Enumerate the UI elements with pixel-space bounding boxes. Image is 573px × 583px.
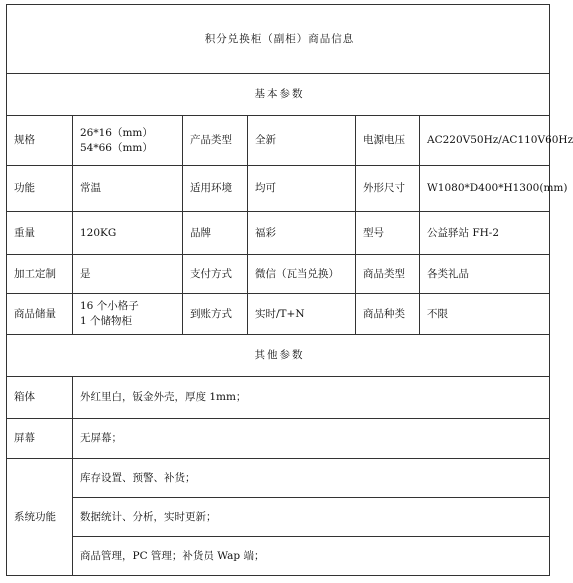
screen-value: 无屏幕； <box>73 419 550 459</box>
settlement-value: 实时/T+N <box>248 294 356 335</box>
settlement-label: 到账方式 <box>183 294 248 335</box>
payment-method-label: 支付方式 <box>183 255 248 294</box>
product-type-value: 全新 <box>248 116 356 166</box>
box-value: 外红里白，钣金外壳，厚度 1mm； <box>73 377 550 419</box>
spec-value-line: 26*16（mm） <box>80 126 153 139</box>
box-label: 箱体 <box>7 377 73 419</box>
table-row <box>7 294 550 335</box>
goods-type-label: 商品类型 <box>356 255 420 294</box>
storage-value-line: 16 个小格子 <box>80 300 139 312</box>
table-row <box>7 537 550 576</box>
storage-label: 商品储量 <box>7 294 73 335</box>
section-header-basic: 基本参数 <box>7 74 550 116</box>
function-value: 常温 <box>73 166 183 212</box>
payment-method-value: 微信（瓦当兑换） <box>248 255 356 294</box>
table-row <box>7 166 550 212</box>
product-info-table <box>6 4 573 576</box>
model-value: 公益驿站 FH-2 <box>420 212 550 255</box>
spec-value <box>73 116 183 166</box>
goods-type-value: 各类礼品 <box>420 255 550 294</box>
brand-label: 品牌 <box>183 212 248 255</box>
table-row <box>7 255 550 294</box>
section-header-other: 其他参数 <box>7 335 550 377</box>
environment-value: 均可 <box>248 166 356 212</box>
goods-kind-label: 商品种类 <box>356 294 420 335</box>
dimensions-value: W1080*D400*H1300(mm) <box>420 166 550 212</box>
system-label: 系统功能 <box>7 459 73 576</box>
customization-value: 是 <box>73 255 183 294</box>
screen-label: 屏幕 <box>7 419 73 459</box>
system-value: 数据统计、分析，实时更新； <box>73 498 550 537</box>
goods-kind-value: 不限 <box>420 294 550 335</box>
voltage-label: 电源电压 <box>356 116 420 166</box>
function-label: 功能 <box>7 166 73 212</box>
system-value: 库存设置、预警、补货； <box>73 459 550 498</box>
customization-label: 加工定制 <box>7 255 73 294</box>
table-title: 积分兑换柜（副柜）商品信息 <box>7 5 550 74</box>
spec-value-line: 54*66（mm） <box>80 141 153 154</box>
table-row <box>7 377 550 419</box>
table-row <box>7 498 550 537</box>
product-type-label: 产品类型 <box>183 116 248 166</box>
storage-value-line: 1 个储物柜 <box>80 315 133 327</box>
table-row <box>7 459 550 498</box>
storage-value <box>73 294 183 335</box>
environment-label: 适用环境 <box>183 166 248 212</box>
table-row <box>7 419 550 459</box>
table-row <box>7 212 550 255</box>
brand-value: 福彩 <box>248 212 356 255</box>
table-row <box>7 116 550 166</box>
model-label: 型号 <box>356 212 420 255</box>
dimensions-label: 外形尺寸 <box>356 166 420 212</box>
spec-label: 规格 <box>7 116 73 166</box>
weight-value: 120KG <box>73 212 183 255</box>
voltage-value: AC220V50Hz/AC110V60Hz <box>420 116 550 166</box>
weight-label: 重量 <box>7 212 73 255</box>
system-value: 商品管理，PC 管理；补货员 Wap 端； <box>73 537 550 576</box>
